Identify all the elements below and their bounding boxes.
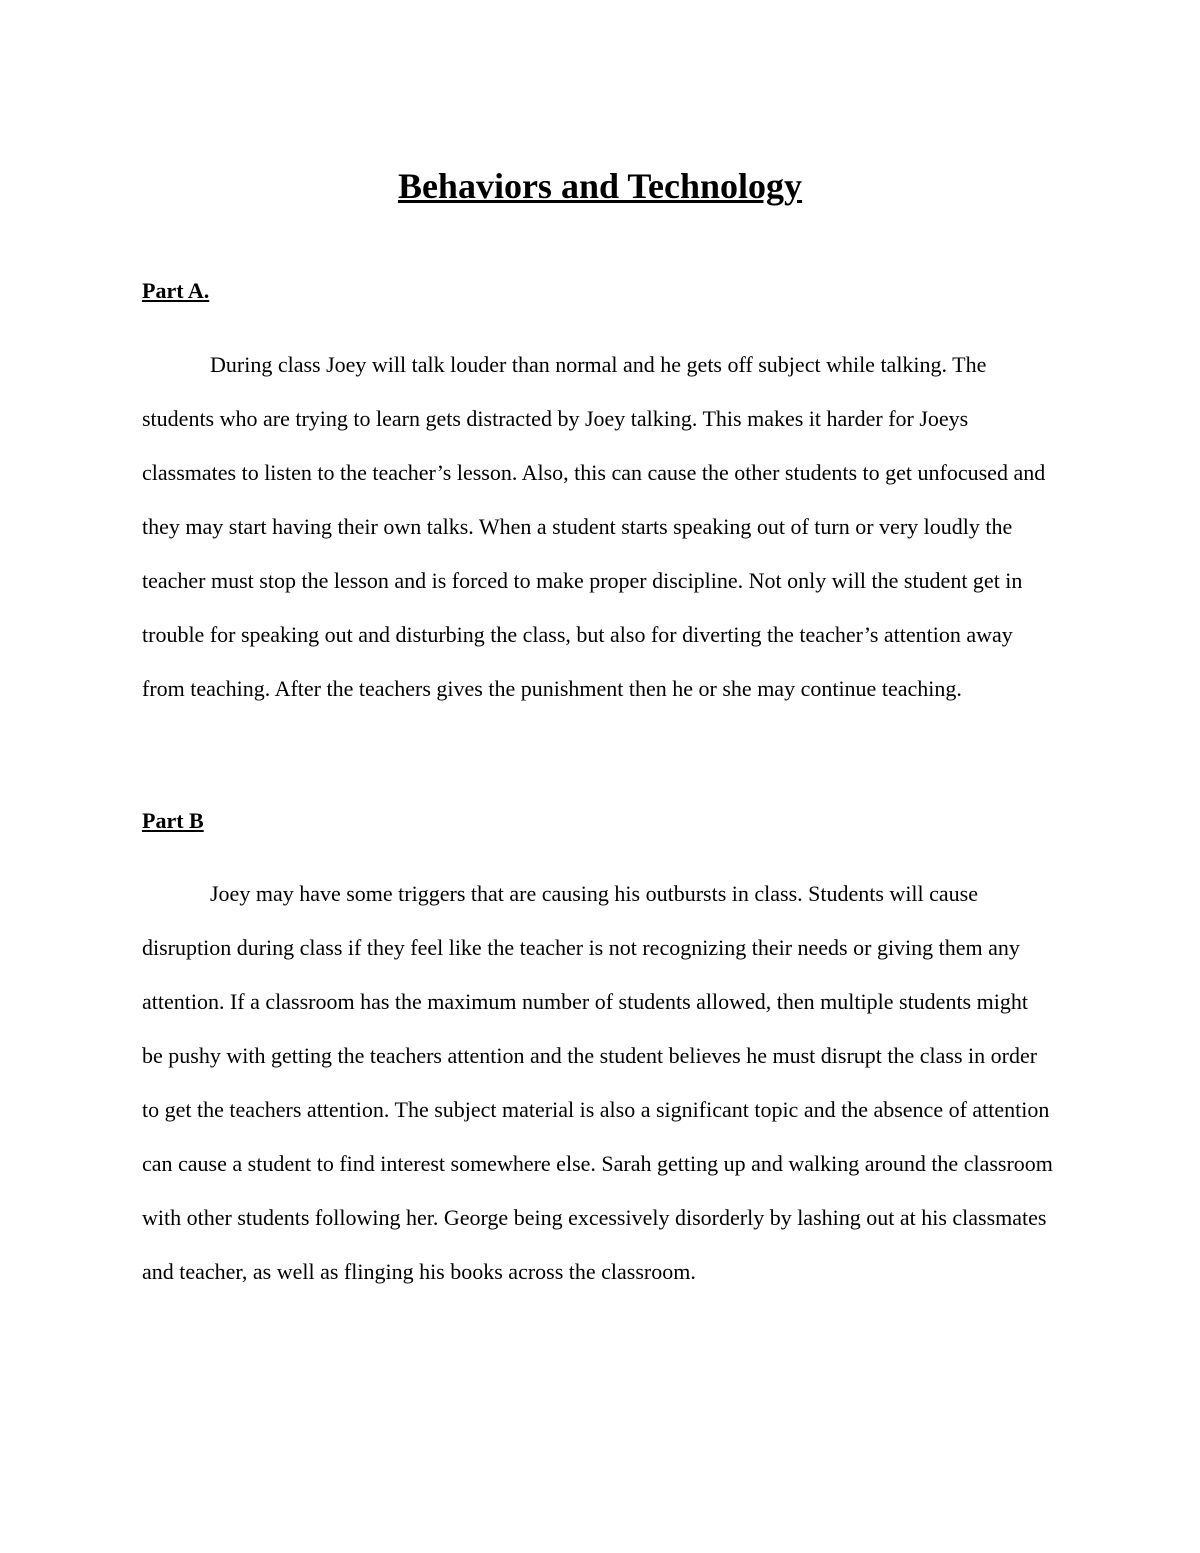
- part-a-paragraph: During class Joey will talk louder than normal and he gets off subject while talking. The students who are trying to learn gets distracted by Joey talking. This makes it harder for Joeys classmates to listen to the teacher’s lesson. Also, this can cause the other students to get unfocused and they may start having their own talks. When a student starts speaking out of turn or very loudly the teacher must stop the lesson and is forced to make proper discipline. Not only will the student get in trouble for speaking out and disturbing the class, but also for diverting the teacher’s attention away from teaching. After the teachers gives the punishment then he or she may continue teaching.: [142, 352, 1046, 701]
- part-a-heading: Part A.: [142, 278, 210, 303]
- part-b-heading: Part B: [142, 808, 204, 833]
- part-b-paragraph: Joey may have some triggers that are causing his outbursts in class. Students will cause disruption during class if they feel like the teacher is not recognizing their needs or giving them any attention. If a classroom has the maximum number of students allowed, then multiple students might be pushy with getting the teachers attention and the student believes he must disrupt the class in order to get the teachers attention. The subject material is also a significant topic and the absence of attention can cause a student to find interest somewhere else. Sarah getting up and walking around the classroom with other students following her. George being excessively disorderly by lashing out at his classmates and teacher, as well as flinging his books across the classroom.: [142, 881, 1053, 1284]
- document-title: Behaviors and Technology: [397, 166, 803, 206]
